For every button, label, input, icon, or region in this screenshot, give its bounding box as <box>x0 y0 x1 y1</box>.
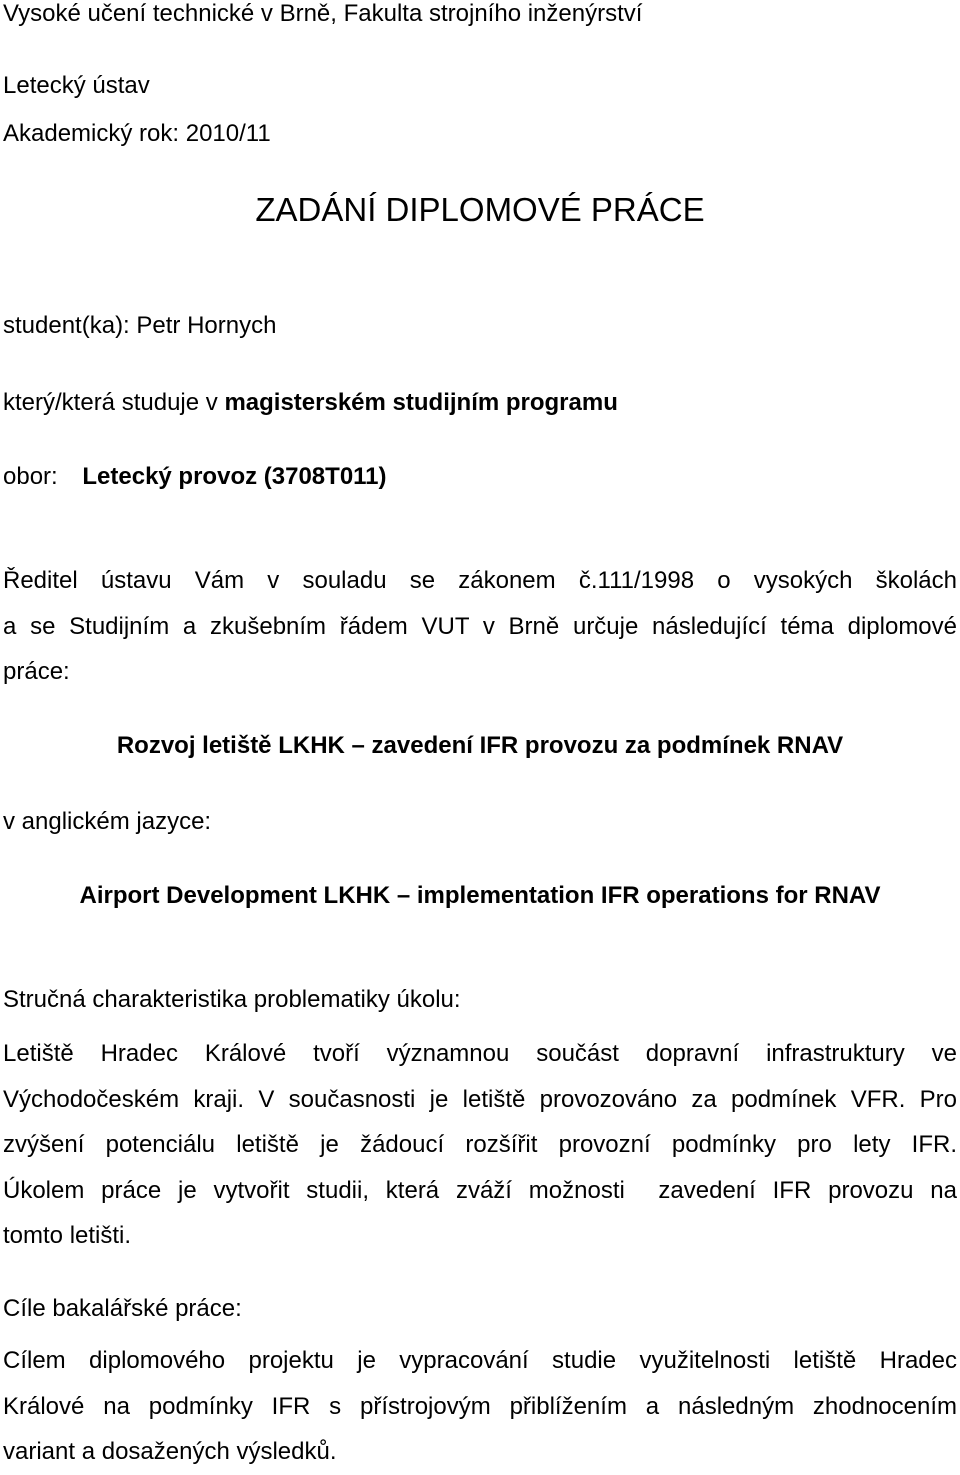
goals-heading: Cíle bakalářské práce: <box>3 1295 242 1322</box>
goals-line: Králové na podmínky IFR s přístrojovým přiblížením a následným zhodnocením <box>3 1392 957 1420</box>
document-title: ZADÁNÍ DIPLOMOVÉ PRÁCE <box>255 191 705 228</box>
program-name: magisterském studijním programu <box>224 389 618 416</box>
intro-line: a se Studijním a zkušebním řádem VUT v Brně určuje následující téma diplomové <box>3 612 957 640</box>
student-line <box>3 312 276 340</box>
english-label: v anglickém jazyce: <box>3 808 212 835</box>
characteristics-line: Letiště Hradec Králové tvoří významnou součást dopravní infrastruktury ve <box>3 1040 957 1067</box>
thesis-title-en: Airport Development LKHK – implementation IFR operations for RNAV <box>79 882 881 909</box>
student-name: Petr Hornych <box>136 312 277 339</box>
institution-line: Vysoké učení technické v Brně, Fakulta strojního inženýrství <box>3 0 643 27</box>
characteristics-line: tomto letišti. <box>3 1222 132 1249</box>
characteristics-heading: Stručná charakteristika problematiky úkolu: <box>3 986 461 1013</box>
field-label: obor: <box>3 463 58 490</box>
program-line <box>3 389 618 417</box>
institute-line: Letecký ústav <box>3 72 150 99</box>
field-name: Letecký provoz (3708T011) <box>82 463 387 490</box>
student-label: student(ka): <box>3 312 130 339</box>
goals-paragraph <box>3 1338 957 1475</box>
goals-line: variant a dosažených výsledků. <box>3 1438 337 1465</box>
characteristics-line: Východočeském kraji. V současnosti je letiště provozováno za podmínek VFR. Pro <box>3 1085 957 1113</box>
thesis-title-cz: Rozvoj letiště LKHK – zavedení IFR provozu za podmínek RNAV <box>116 732 844 759</box>
field-line <box>3 463 387 491</box>
intro-line: Ředitel ústavu Vám v souladu se zákonem č.111/1998 o vysokých školách <box>3 567 957 594</box>
program-prefix: který/která studuje v <box>3 389 218 416</box>
characteristics-line: Úkolem práce je vytvořit studii, která zváží možnosti zavedení IFR provozu na <box>3 1176 957 1204</box>
goals-line: Cílem diplomového projektu je vypracování studie využitelnosti letiště Hradec <box>3 1347 957 1374</box>
characteristics-paragraph <box>3 1031 957 1259</box>
intro-line: práce: <box>3 658 70 685</box>
intro-paragraph <box>3 558 957 695</box>
academic-year-line: Akademický rok: 2010/11 <box>3 120 271 147</box>
characteristics-line: zvýšení potenciálu letiště je žádoucí rozšířit provozní podmínky pro lety IFR. <box>3 1131 957 1158</box>
